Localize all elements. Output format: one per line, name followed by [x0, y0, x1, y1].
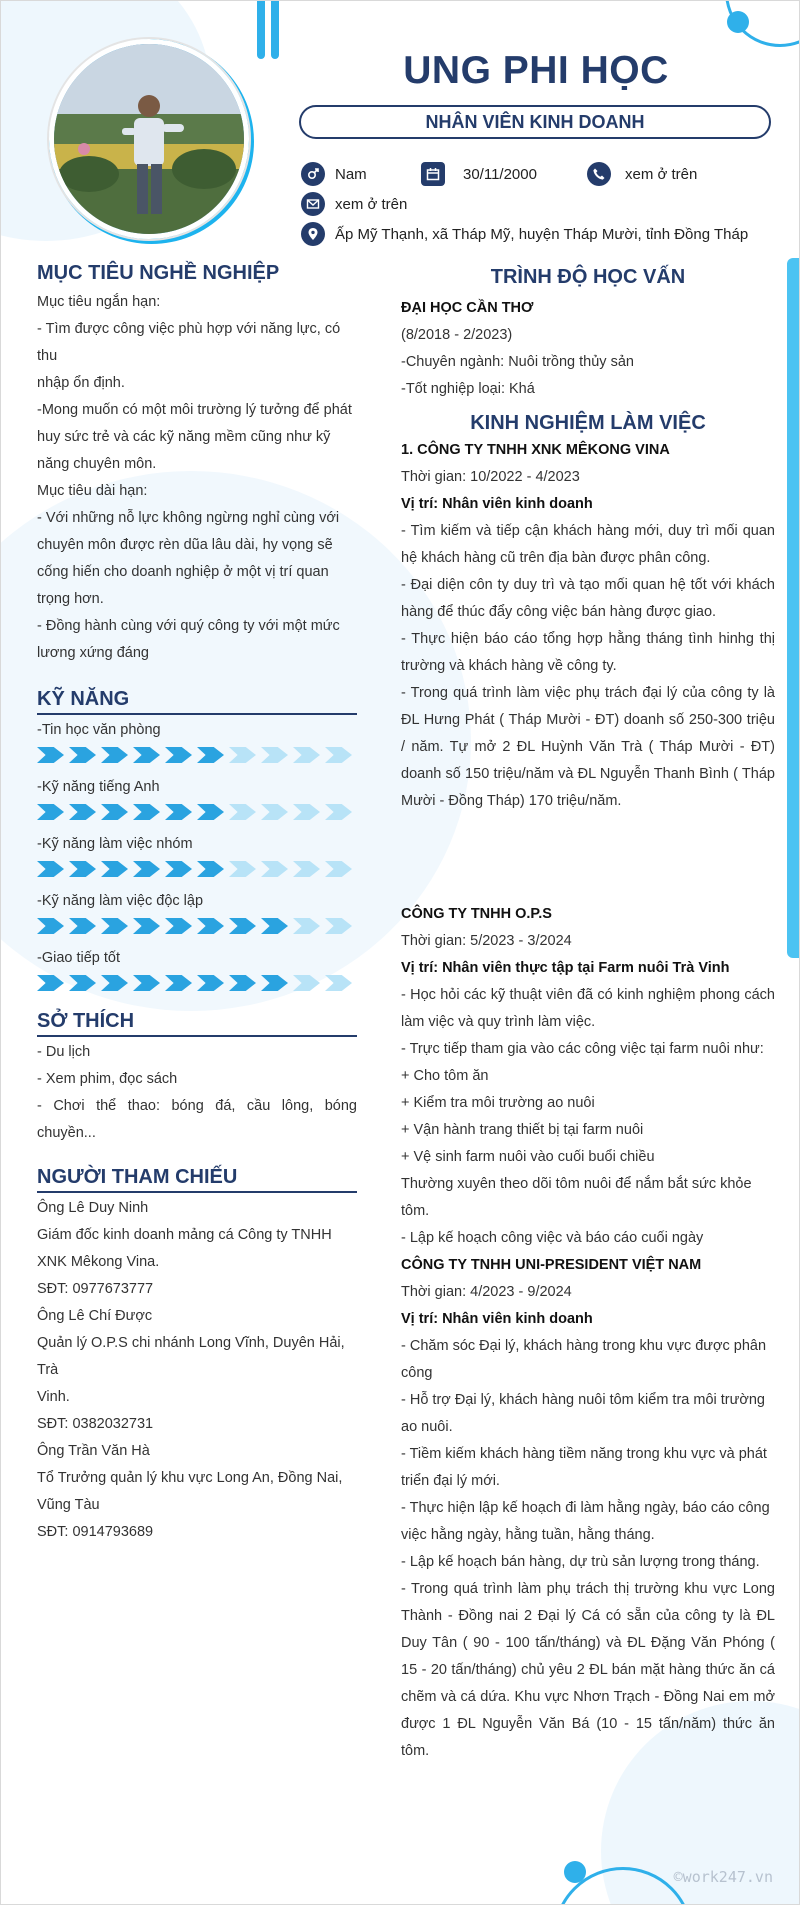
- job-duty: - Đại diện côn ty duy trì và tạo mối quan hệ tốt với khách hàng để thúc đẩy công việc bán hàng được giao.: [401, 577, 775, 620]
- location-pin-icon: [301, 222, 325, 246]
- address-item: [301, 222, 748, 246]
- skill-name: -Giao tiếp tốt: [37, 950, 121, 966]
- skill-arrow-filled: [37, 747, 64, 763]
- skill-arrow-filled: [165, 918, 192, 934]
- reference-line: SĐT: 0914793689: [37, 1524, 154, 1540]
- hobby-item: - Chơi thể thao: bóng đá, cầu lông, bóng chuyền...: [37, 1098, 357, 1141]
- hobbies-title: SỞ THÍCH: [37, 1007, 357, 1037]
- job-duty: - Lập kế hoạch công việc và báo cáo cuối ngày: [401, 1230, 704, 1246]
- job-duty: + Cho tôm ăn: [401, 1068, 489, 1084]
- objective-line: - Đồng hành cùng với quý công ty với một mức lương xứng đáng: [37, 618, 340, 661]
- job-duty: + Vận hành trang thiết bị tại farm nuôi: [401, 1122, 644, 1138]
- job-duty: - Trong quá trình làm phụ trách thị trường khu vực Long Thành - Đồng nai 2 Đại lý Cá có sẵn của công ty là ĐL Duy Tân ( 90 - 100 tấn/tháng) và ĐL Đặng Văn Phóng ( 15 - 20 tấn/tháng) chủ yêu 2 ĐL bán mặt hàng thức ăn cá chẽm và cá dứa. Khu vực Nhơn Trạch - Đồng Nai em mở được 1 ĐL Nguyễn Văn Bá (10 - 15 tấn/năm) thức ăn tôm.: [401, 1581, 775, 1759]
- skill-arrow-filled: [229, 918, 256, 934]
- left-column: [37, 259, 357, 1546]
- job-duty: - Tiềm kiếm khách hàng tiềm năng trong khu vực và phát triển đại lý mới.: [401, 1446, 767, 1489]
- address-text: Ấp Mỹ Thạnh, xã Tháp Mỹ, huyện Tháp Mười, tỉnh Đồng Tháp: [335, 225, 749, 243]
- skill-arrow-empty: [229, 804, 256, 820]
- job-position: Vị trí: Nhân viên thực tập tại Farm nuôi Trà Vinh: [401, 960, 730, 976]
- skill-arrow-filled: [133, 747, 160, 763]
- objective-line: Mục tiêu ngắn hạn:: [37, 294, 161, 310]
- gender-text: Nam: [335, 165, 367, 183]
- watermark: ©work247.vn: [673, 1868, 773, 1886]
- birthday-item: [421, 162, 537, 186]
- skill-arrow-filled: [197, 918, 224, 934]
- references-title: NGƯỜI THAM CHIẾU: [37, 1163, 357, 1193]
- skill-level-bar: [37, 975, 357, 993]
- hobby-item: - Xem phim, đọc sách: [37, 1071, 178, 1087]
- reference-line: Ông Trần Văn Hà: [37, 1443, 150, 1459]
- objective-line: -Mong muốn có một môi trường lý tưởng để phát: [37, 402, 352, 418]
- skill-arrow-filled: [101, 861, 128, 877]
- side-strip-decoration: [787, 258, 799, 958]
- job-duty: + Kiểm tra môi trường ao nuôi: [401, 1095, 595, 1111]
- skill-name: -Kỹ năng làm việc độc lập: [37, 893, 204, 909]
- reference-line: Quản lý O.P.S chi nhánh Long Vĩnh, Duyên Hải, Trà: [37, 1335, 345, 1378]
- skill-arrow-filled: [261, 918, 288, 934]
- job-duty: - Trong quá trình làm việc phụ trách đại lý của công ty là ĐL Hưng Phát ( Tháp Mười - ĐT) doanh số 250-300 triệu / năm. Tự mở 2 ĐL Huỳnh Văn Trà ( Tháp Mười - ĐT) doanh số 150 triệu/năm và ĐL Nguyễn Thanh Bình ( Tháp Mười - Đồng Tháp) 170 triệu/năm.: [401, 685, 775, 809]
- reference-line: Giám đốc kinh doanh mảng cá Công ty TNHH XNK Mêkong Vina.: [37, 1227, 332, 1270]
- skill-arrow-filled: [37, 861, 64, 877]
- skill-level-bar: [37, 747, 357, 765]
- skill-arrow-filled: [165, 861, 192, 877]
- skill-arrow-empty: [293, 861, 320, 877]
- education-line: -Chuyên ngành: Nuôi trồng thủy sản: [401, 354, 634, 370]
- job-title: NHÂN VIÊN KINH DOANH: [299, 105, 771, 139]
- job-duty: - Học hỏi các kỹ thuật viên đã có kinh nghiệm phong cách làm việc và quy trình làm việc.: [401, 987, 775, 1030]
- skill-arrow-empty: [261, 804, 288, 820]
- skill-arrow-empty: [293, 918, 320, 934]
- skill-arrow-filled: [165, 975, 192, 991]
- objective-line: Mục tiêu dài hạn:: [37, 483, 148, 499]
- gender-item: [301, 162, 367, 186]
- education-body: [401, 295, 775, 403]
- email-item: [301, 192, 407, 216]
- objective-line: nhập ổn định.: [37, 375, 125, 391]
- reference-line: SĐT: 0977673777: [37, 1281, 154, 1297]
- job-duty: - Hỗ trợ Đại lý, khách hàng nuôi tôm kiểm tra môi trường ao nuôi.: [401, 1392, 765, 1435]
- reference-line: Ông Lê Chí Được: [37, 1308, 153, 1324]
- phone-icon: [587, 162, 611, 186]
- job-duty: - Lập kế hoạch bán hàng, dự trù sản lượng trong tháng.: [401, 1554, 760, 1570]
- job-duty: Thường xuyên theo dõi tôm nuôi để nắm bắt sức khỏe tôm.: [401, 1176, 752, 1219]
- job-duty: - Thực hiện báo cáo tổng hợp hằng tháng tình hinhg thị trường và khách hàng về công ty.: [401, 631, 775, 674]
- skill-arrow-filled: [261, 975, 288, 991]
- reference-line: Vinh.: [37, 1389, 70, 1405]
- job-entry: [401, 901, 775, 1252]
- skill-arrow-empty: [229, 861, 256, 877]
- skill-arrow-filled: [133, 975, 160, 991]
- gender-icon: [301, 162, 325, 186]
- job-position: Vị trí: Nhân viên kinh doanh: [401, 1311, 593, 1327]
- right-column: [401, 263, 775, 1765]
- objective-title: MỤC TIÊU NGHỀ NGHIỆP: [37, 262, 280, 284]
- birthday-text: 30/11/2000: [463, 165, 537, 183]
- skills-title: KỸ NĂNG: [37, 685, 357, 715]
- skill-arrow-empty: [325, 918, 352, 934]
- skill-arrow-empty: [293, 747, 320, 763]
- education-line: (8/2018 - 2/2023): [401, 327, 513, 343]
- skill-arrow-filled: [69, 975, 96, 991]
- skill-arrow-filled: [37, 918, 64, 934]
- phone-text: xem ở trên: [625, 165, 698, 183]
- candidate-name: UNG PHI HỌC: [403, 49, 669, 92]
- skill-arrow-filled: [69, 804, 96, 820]
- job-time: Thời gian: 5/2023 - 3/2024: [401, 933, 572, 949]
- job-entry: [401, 1252, 775, 1765]
- skill-arrow-filled: [37, 975, 64, 991]
- skill-arrow-filled: [133, 804, 160, 820]
- skill-arrow-filled: [101, 918, 128, 934]
- email-icon: [301, 192, 325, 216]
- reference-line: SĐT: 0382032731: [37, 1416, 154, 1432]
- dot-decoration: [564, 1861, 586, 1883]
- job-duty: - Thực hiện lập kế hoạch đi làm hằng ngày, báo cáo công việc hằng ngày, hằng tuần, hằng tháng.: [401, 1500, 770, 1543]
- skill-arrow-filled: [69, 747, 96, 763]
- skill-arrow-filled: [101, 804, 128, 820]
- skill-arrow-filled: [133, 861, 160, 877]
- calendar-icon: [421, 162, 445, 186]
- skill-arrow-filled: [229, 975, 256, 991]
- objective-body: [37, 289, 357, 667]
- skill-level-bar: [37, 804, 357, 822]
- skill-arrow-filled: [197, 747, 224, 763]
- skill-arrow-filled: [101, 975, 128, 991]
- top-bar-decoration: [271, 1, 279, 59]
- skill-arrow-filled: [197, 861, 224, 877]
- education-title: TRÌNH ĐỘ HỌC VẤN: [490, 266, 686, 288]
- avatar: [49, 39, 249, 239]
- skill-arrow-filled: [165, 804, 192, 820]
- skill-arrow-filled: [133, 918, 160, 934]
- skill-level-bar: [37, 918, 357, 936]
- job-company: 1. CÔNG TY TNHH XNK MÊKONG VINA: [401, 442, 670, 458]
- email-text: xem ở trên: [335, 195, 408, 213]
- hobby-item: - Du lịch: [37, 1044, 91, 1060]
- job-company: CÔNG TY TNHH O.P.S: [401, 906, 552, 922]
- skill-arrow-empty: [325, 861, 352, 877]
- school-name: ĐẠI HỌC CẦN THƠ: [401, 300, 534, 316]
- skill-arrow-empty: [261, 747, 288, 763]
- skill-arrow-filled: [165, 747, 192, 763]
- skill-arrow-filled: [197, 975, 224, 991]
- education-line: -Tốt nghiệp loại: Khá: [401, 381, 535, 397]
- skill-arrow-empty: [325, 747, 352, 763]
- skill-arrow-empty: [261, 861, 288, 877]
- skill-arrow-empty: [325, 804, 352, 820]
- skill-arrow-filled: [197, 804, 224, 820]
- skills-list: [37, 717, 357, 993]
- phone-item: [587, 162, 697, 186]
- skill-arrow-empty: [229, 747, 256, 763]
- skill-arrow-empty: [293, 975, 320, 991]
- job-duty: - Tìm kiếm và tiếp cận khách hàng mới, duy trì mối quan hệ khách hàng cũ trên địa bàn được phân công.: [401, 523, 775, 566]
- objective-line: huy sức trẻ và các kỹ năng mềm cũng như kỹ năng chuyên môn.: [37, 429, 331, 472]
- skill-arrow-empty: [325, 975, 352, 991]
- job-duty: + Vệ sinh farm nuôi vào cuối buổi chiều: [401, 1149, 655, 1165]
- skill-arrow-filled: [69, 918, 96, 934]
- dot-decoration: [727, 11, 749, 33]
- skill-arrow-filled: [101, 747, 128, 763]
- references-body: [37, 1195, 357, 1546]
- skill-arrow-filled: [69, 861, 96, 877]
- skill-name: -Kỹ năng tiếng Anh: [37, 779, 160, 795]
- job-time: Thời gian: 10/2022 - 4/2023: [401, 469, 580, 485]
- reference-line: Ông Lê Duy Ninh: [37, 1200, 149, 1216]
- job-duty: - Trực tiếp tham gia vào các công việc tại farm nuôi như:: [401, 1041, 764, 1057]
- avatar-container: [49, 39, 254, 244]
- objective-line: - Tìm được công việc phù hợp với năng lực, có thu: [37, 321, 341, 364]
- job-duty: - Chăm sóc Đại lý, khách hàng trong khu vực được phân công: [401, 1338, 767, 1381]
- job-company: CÔNG TY TNHH UNI-PRESIDENT VIỆT NAM: [401, 1257, 702, 1273]
- job-time: Thời gian: 4/2023 - 9/2024: [401, 1284, 572, 1300]
- skill-name: -Tin học văn phòng: [37, 722, 161, 738]
- skill-name: -Kỹ năng làm việc nhóm: [37, 836, 193, 852]
- job-entry: [401, 437, 775, 815]
- job-position: Vị trí: Nhân viên kinh doanh: [401, 496, 593, 512]
- objective-line: - Với những nỗ lực không ngừng nghỉ cùng với chuyên môn được rèn dũa lâu dài, hy vọng sẽ cống hiến cho doanh nghiệp ở một vị trí quan trọng hơn.: [37, 510, 340, 607]
- top-bar-decoration: [257, 1, 265, 59]
- skill-arrow-empty: [293, 804, 320, 820]
- skill-level-bar: [37, 861, 357, 879]
- reference-line: Tổ Trưởng quản lý khu vực Long An, Đồng Nai, Vũng Tàu: [37, 1470, 343, 1513]
- hobbies-body: [37, 1039, 357, 1147]
- experience-title: KINH NGHIỆM LÀM VIỆC: [470, 412, 706, 434]
- skill-arrow-filled: [37, 804, 64, 820]
